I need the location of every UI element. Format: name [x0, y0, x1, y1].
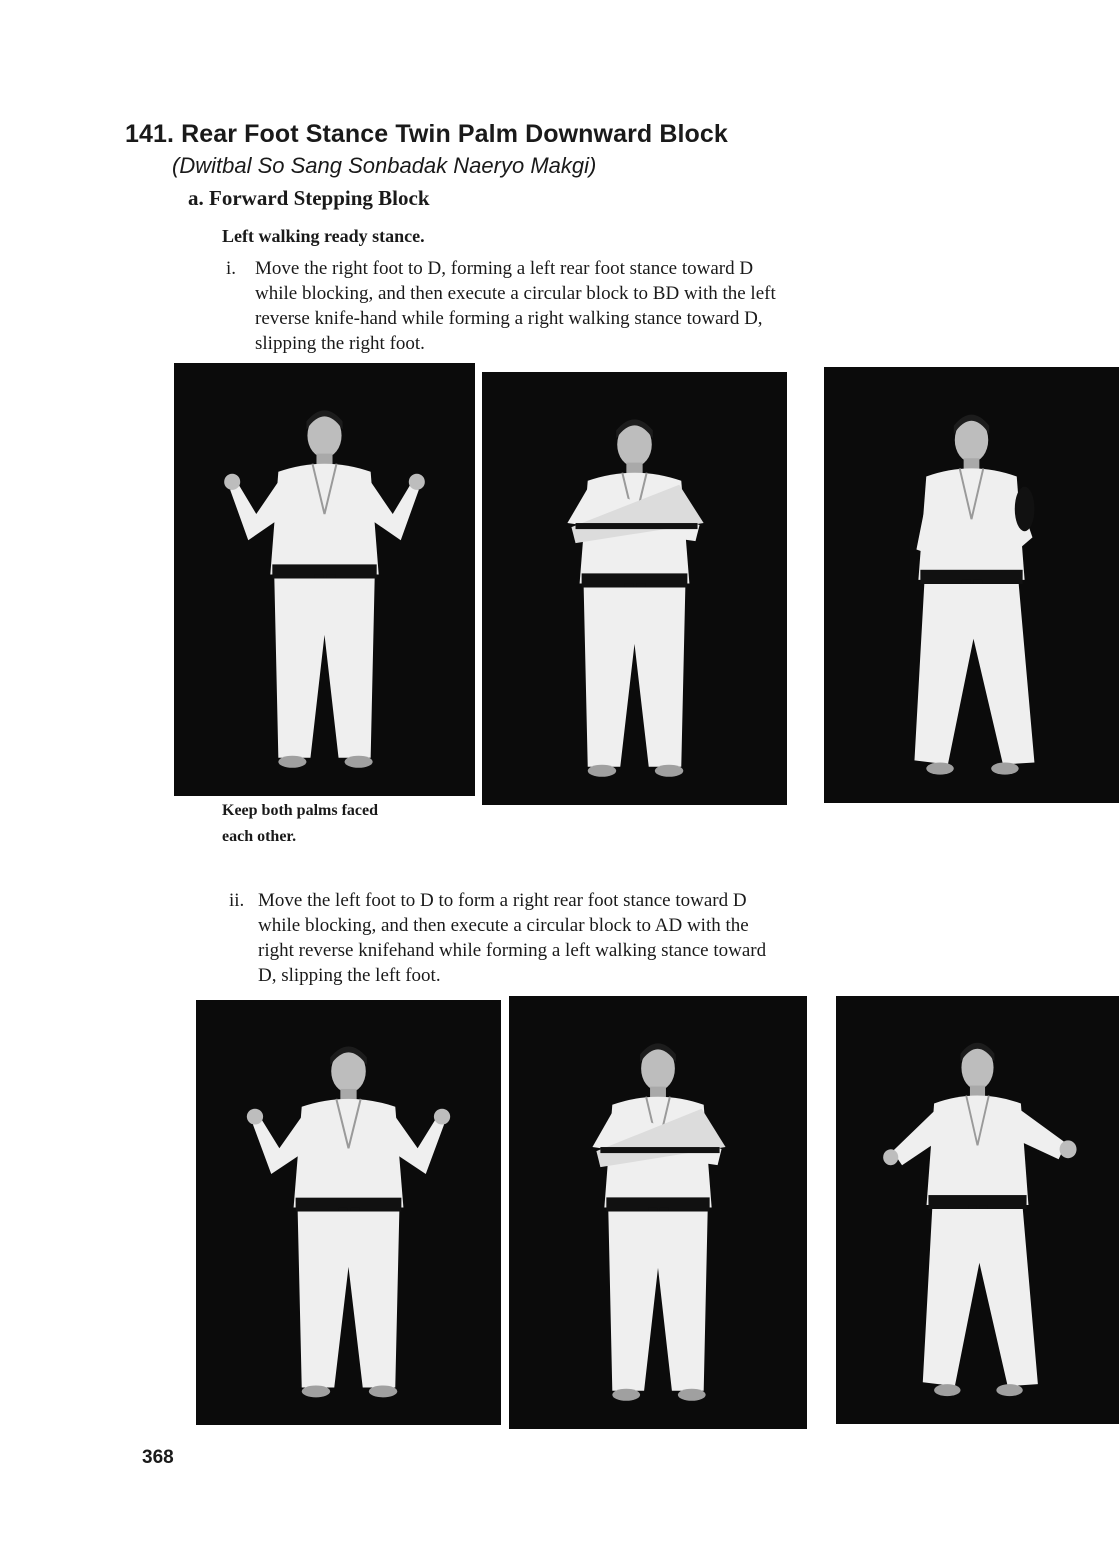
caption-line: each other.: [222, 828, 297, 845]
figure-silhouette: [824, 367, 1119, 803]
step-line: right reverse knifehand while forming a left walking stance toward: [258, 940, 767, 961]
caption-line: Keep both palms faced: [222, 802, 378, 819]
photo-step-i-3: [824, 367, 1119, 803]
photo-step-ii-3: [836, 996, 1119, 1424]
step-i: [226, 256, 776, 356]
figure-silhouette: [196, 1000, 501, 1425]
ready-stance-label: Left walking ready stance.: [222, 226, 425, 246]
step-line: Move the left foot to D to form a right rear foot stance toward D: [258, 890, 747, 911]
section-title: Rear Foot Stance Twin Palm Downward Block: [181, 120, 728, 148]
photo-step-ii-2: [509, 996, 807, 1429]
section-heading: [125, 120, 728, 149]
figure-silhouette: [836, 996, 1119, 1424]
step-line: while blocking, and then execute a circular block to BD with the left: [255, 283, 776, 304]
section-subtitle: (Dwitbal So Sang Sonbadak Naeryo Makgi): [172, 153, 597, 178]
step-number: i.: [226, 258, 237, 279]
page-number: 368: [142, 1447, 174, 1468]
figure-silhouette: [174, 363, 475, 796]
photo-step-i-1: [174, 363, 475, 796]
step-line: slipping the right foot.: [255, 333, 425, 354]
photo-step-i-2: [482, 372, 787, 805]
figure-silhouette: [509, 996, 807, 1429]
step-line: while blocking, and then execute a circular block to AD with the: [258, 915, 749, 936]
step-ii: [229, 888, 766, 988]
section-number: 141.: [125, 120, 175, 148]
subsection-label: a. Forward Stepping Block: [188, 186, 430, 210]
photo-caption: [222, 798, 378, 850]
step-line: reverse knife-hand while forming a right walking stance toward D,: [255, 308, 763, 329]
photo-step-ii-1: [196, 1000, 501, 1425]
step-line: D, slipping the left foot.: [258, 965, 441, 986]
step-number: ii.: [229, 890, 245, 911]
figure-silhouette: [482, 372, 787, 805]
step-line: Move the right foot to D, forming a left rear foot stance toward D: [255, 258, 754, 279]
